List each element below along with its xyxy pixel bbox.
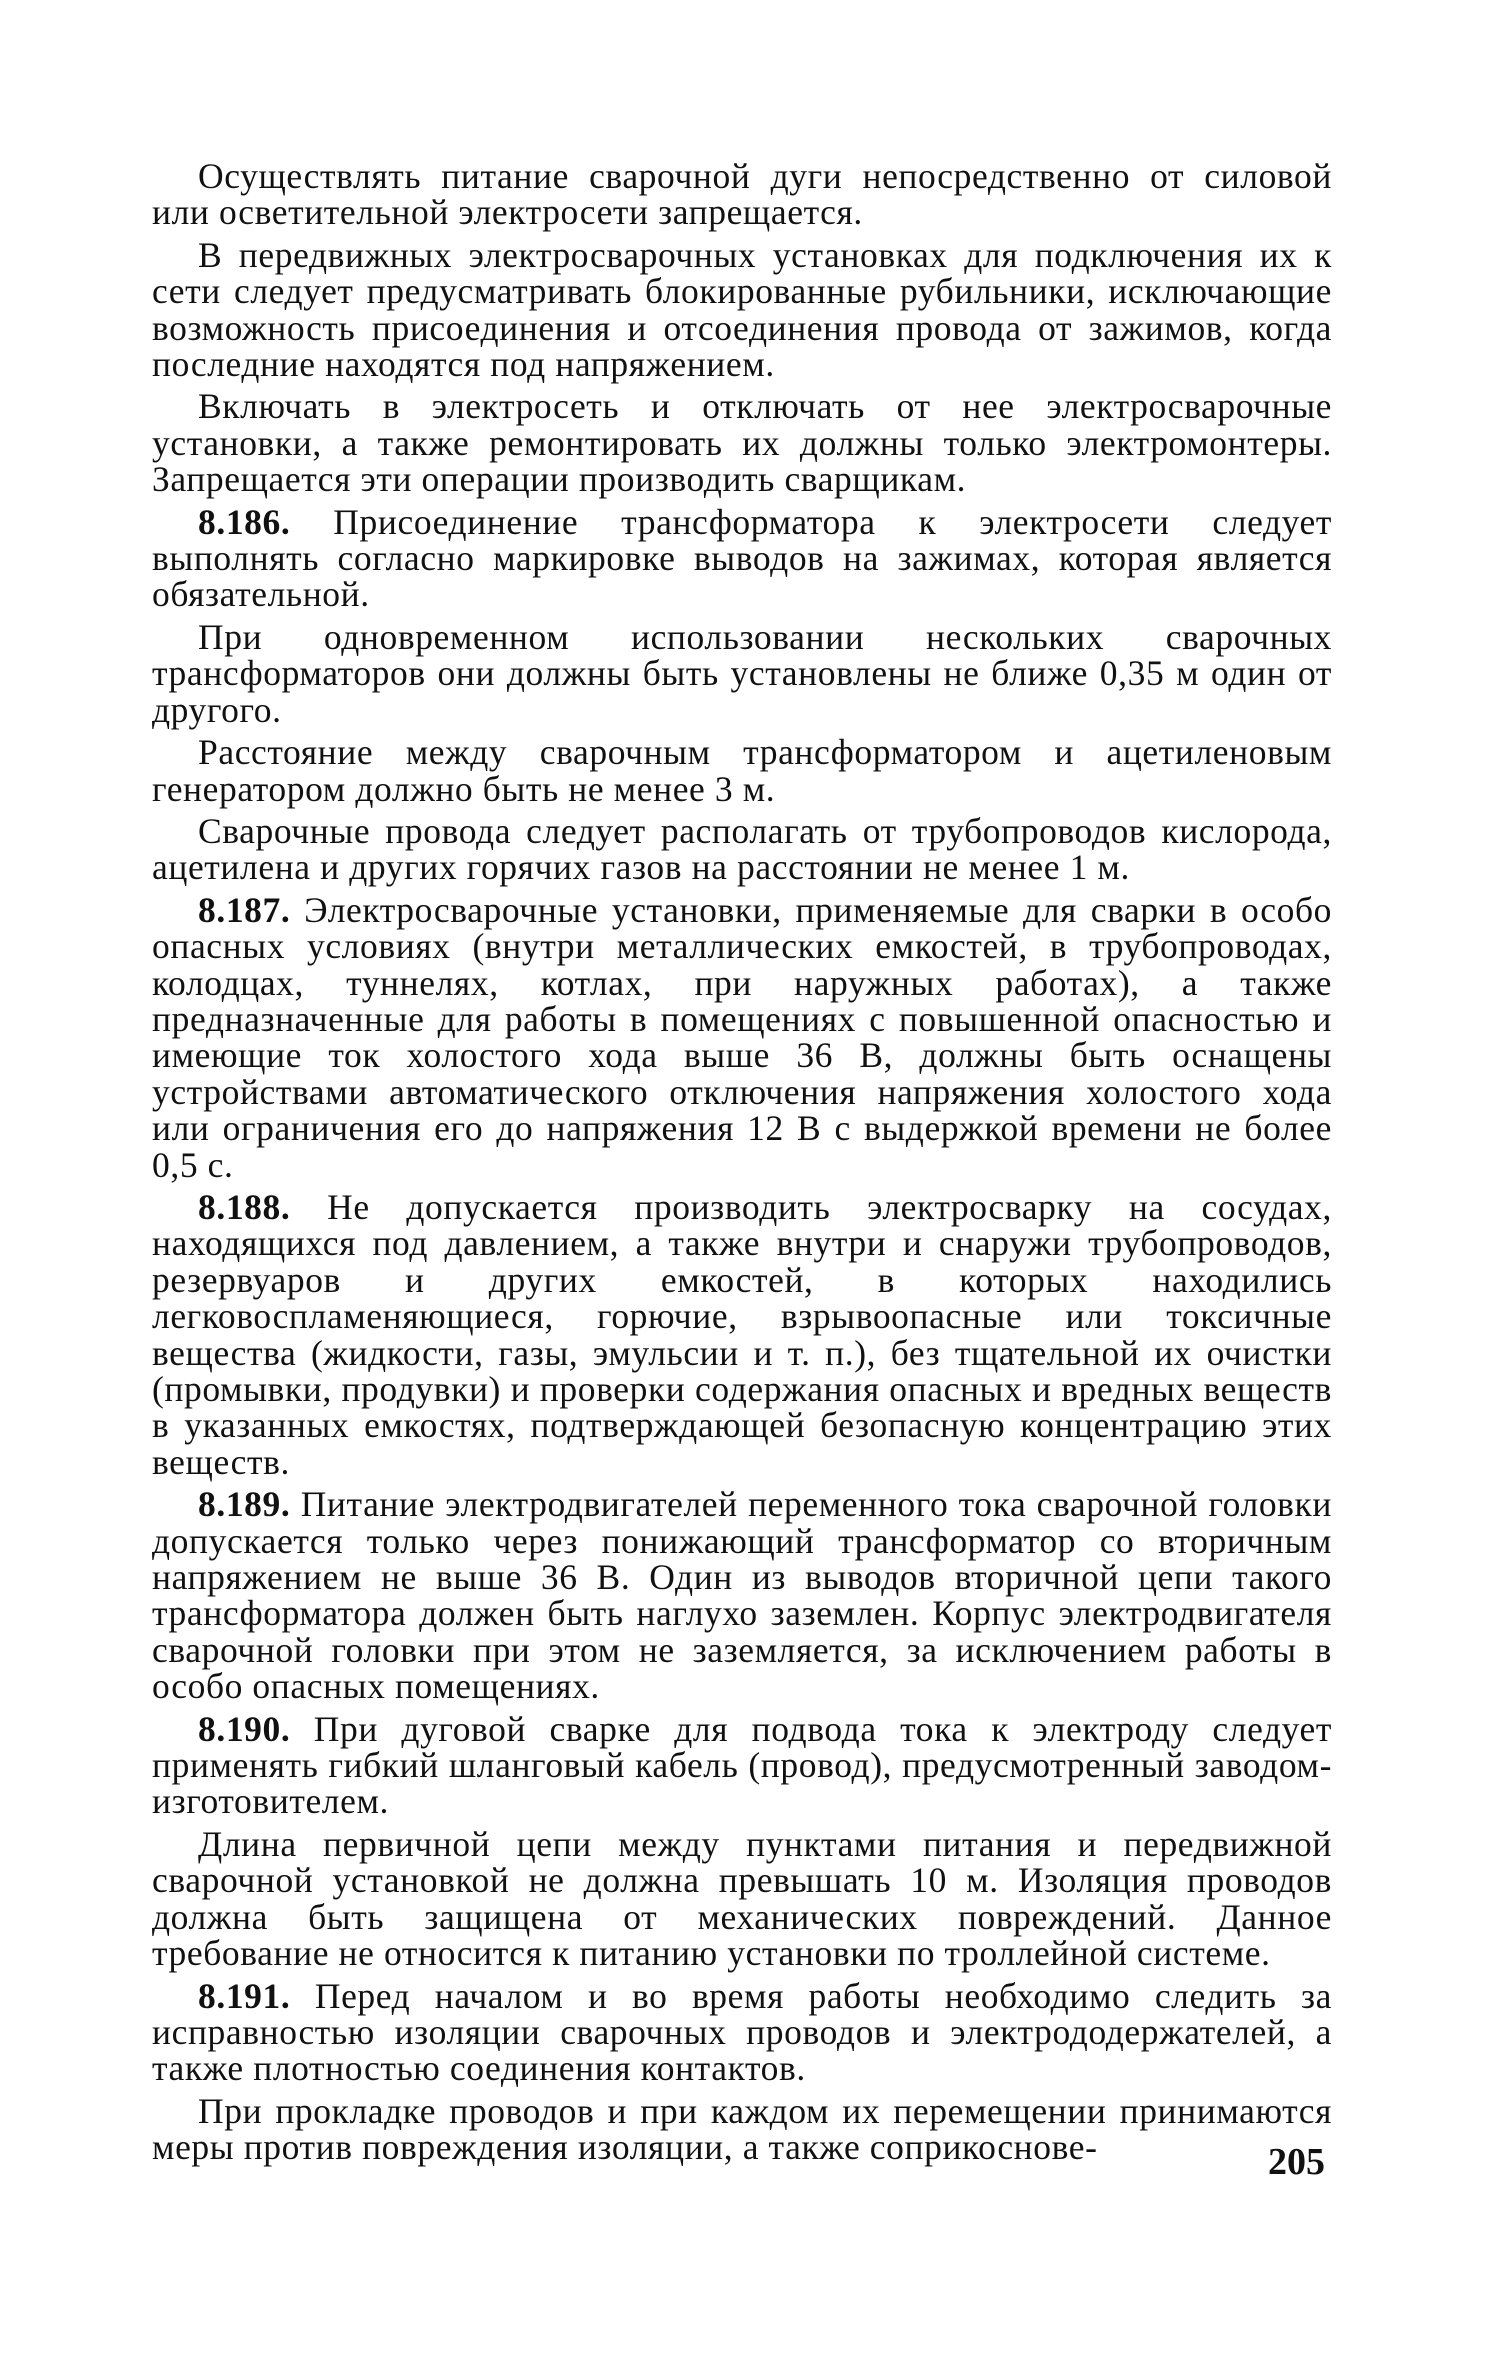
paragraph-text: Расстояние между сварочным трансформатором и ацетиленовым генератором должно быть не менее 3 м. <box>152 732 1332 809</box>
paragraph-text: В передвижных электросварочных установках для подключения их к сети следует предусматривать блокированные рубильники, исключающие возможность присоединения и отсоединения провода от зажимов, когда последние находятся под напряжением. <box>152 234 1332 385</box>
paragraph-6 <box>152 734 1332 807</box>
paragraph-text: Не допускается производить электросварку на сосудах, находящихся под давлением, а также внутри и снаружи трубопроводов, резервуаров и других емкостей, в которых находились легковоспламеняющиеся, горючие, взрывоопасные или токсичные вещества (жидкости, газы, эмульсии и т. п.), без тщательной их очистки (промывки, продувки) и проверки содержания опасных и вредных веществ в указанных емкостях, подтверждающей безопасную концентрацию этих веществ. <box>152 1186 1332 1482</box>
paragraph-7 <box>152 810 1332 888</box>
document-body <box>152 158 1332 2172</box>
paragraph-1 <box>152 158 1332 231</box>
paragraph-text: Длина первичной цепи между пунктами питания и передвижной сварочной установкой не должна превышать 10 м. Изоляция проводов должна быть защищена от механических повреждений. Данное требование не относится к питанию установки по троллейной системе. <box>152 1823 1332 1974</box>
section-number: 8.189. <box>198 1484 291 1525</box>
section-8-190 <box>152 1708 1332 1822</box>
paragraph-text: Осуществлять питание сварочной дуги непосредственно от силовой или осветительной электросети запрещается. <box>152 156 1332 233</box>
section-8-189 <box>152 1484 1332 1707</box>
page-number: 205 <box>1268 2141 1325 2183</box>
paragraph-text: Присоединение трансформатора к электросети следует выполнять согласно маркировке выводов на зажимах, которая является обязательной. <box>152 501 1332 615</box>
paragraph-12 <box>152 1823 1332 1974</box>
paragraph-14 <box>152 2090 1332 2168</box>
paragraph-text: Включать в электросеть и отключать от нее электросварочные установки, а также ремонтировать их должны только электромонтеры. Запрещается эти операции производить сварщикам. <box>152 386 1332 500</box>
section-number: 8.190. <box>198 1708 291 1749</box>
paragraph-text: При прокладке проводов и при каждом их перемещении принимаются меры против повреждения изоляции, а также соприкоснове- <box>152 2090 1332 2168</box>
section-8-186 <box>152 501 1332 615</box>
paragraph-3 <box>152 386 1332 500</box>
paragraph-text: Электросварочные установки, применяемые для сварки в особо опасных условиях (внутри металлических емкостей, в трубопроводах, колодцах, туннелях, котлах, при наружных работах), а также предназначенные для работы в помещениях с повышенной опасностью и имеющие ток холостого хода выше 36 В, должны быть оснащены устройствами автоматического отключения напряжения холостого хода или ограничения его до напряжения 12 В с выдержкой времени не более 0,5 с. <box>152 889 1332 1185</box>
section-number: 8.186. <box>198 501 291 542</box>
section-8-191 <box>152 1975 1332 2089</box>
paragraph-2 <box>152 234 1332 385</box>
paragraph-text: Питание электродвигателей переменного тока сварочной головки допускается только через понижающий трансформатор со вторичным напряжением не выше 36 В. Один из выводов вторичной цепи такого трансформатора должен быть наглухо заземлен. Корпус электродвигателя сварочной головки при этом не заземляется, за исключением работы в особо опасных помещениях. <box>152 1484 1332 1707</box>
paragraph-text: Перед началом и во время работы необходимо следить за исправностью изоляции сварочных проводов и электрододержателей, а также плотностью соединения контактов. <box>152 1975 1332 2089</box>
section-8-188 <box>152 1186 1332 1482</box>
paragraph-5 <box>152 616 1332 730</box>
section-number: 8.187. <box>198 889 291 930</box>
section-8-187 <box>152 889 1332 1185</box>
section-number: 8.191. <box>198 1975 291 2016</box>
paragraph-text: При одновременном использовании нескольких сварочных трансформаторов они должны быть установлены не ближе 0,35 м один от другого. <box>152 616 1332 730</box>
section-number: 8.188. <box>198 1186 291 1227</box>
paragraph-text: При дуговой сварке для подвода тока к электроду следует применять гибкий шланговый кабель (провод), предусмотренный заводом-изготовителем. <box>152 1708 1332 1822</box>
paragraph-text: Сварочные провода следует располагать от трубопроводов кислорода, ацетилена и других горячих газов на расстоянии не менее 1 м. <box>152 810 1332 888</box>
